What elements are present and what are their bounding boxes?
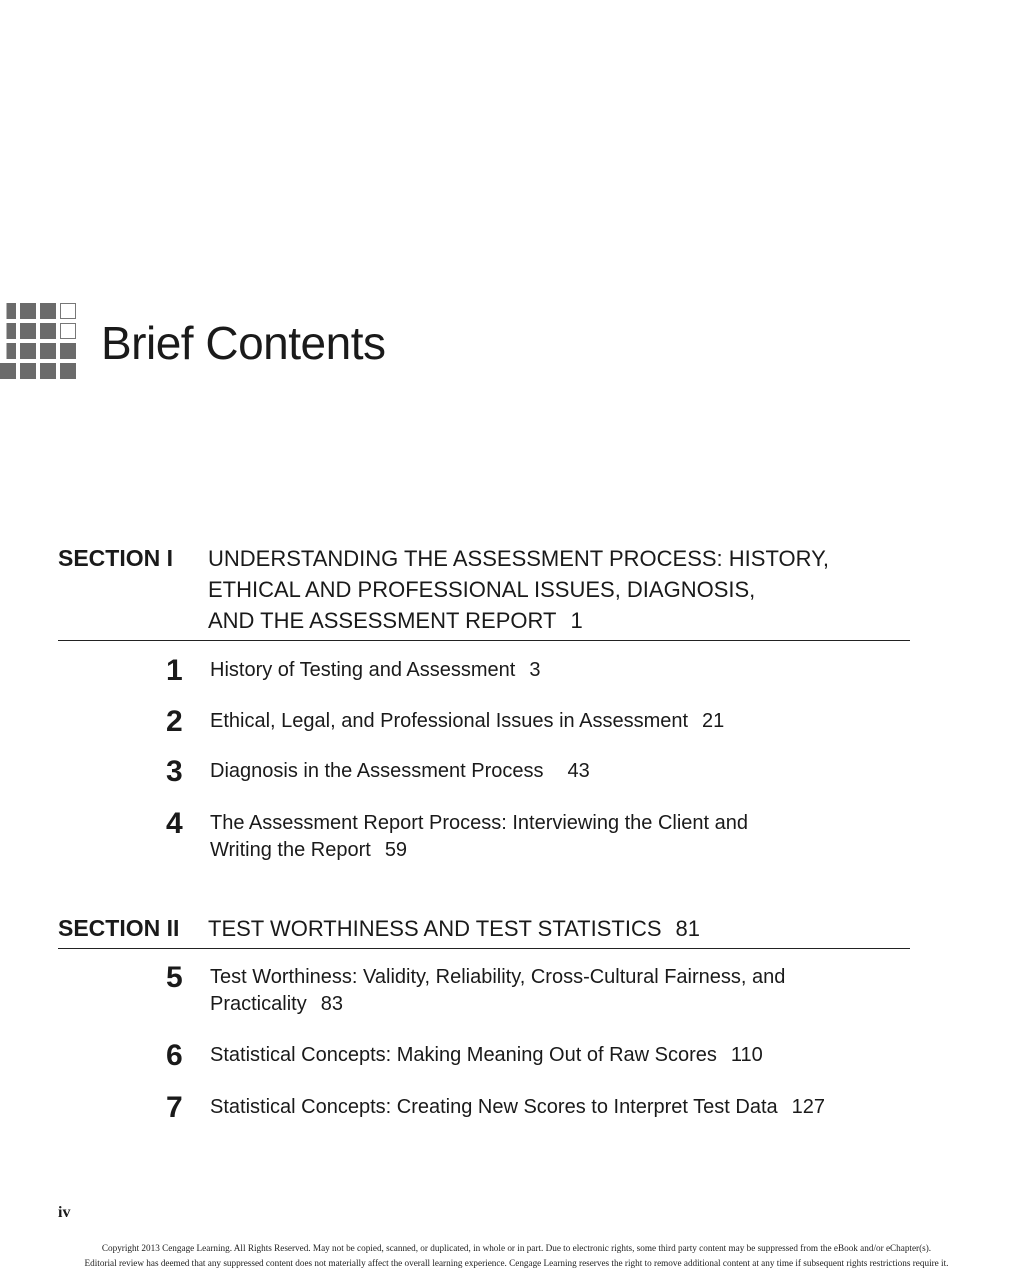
section-page-number: 81 [675, 916, 700, 941]
chapter-entry [160, 807, 850, 864]
chapter-title-line: Practicality [210, 993, 307, 1015]
section-heading [58, 913, 910, 949]
chapter-number: 6 [166, 1039, 183, 1072]
logo-cell [0, 323, 16, 339]
chapter-title-line: Writing the Report [210, 839, 371, 861]
chapter-page-number: 83 [320, 993, 343, 1015]
chapter-title [210, 657, 850, 684]
chapter-number: 2 [166, 705, 183, 738]
section-label: SECTION II [58, 915, 180, 941]
logo-cell [20, 343, 36, 359]
chapter-title [210, 758, 850, 785]
section-title-line: AND THE ASSESSMENT REPORT [208, 608, 557, 633]
logo-cell [60, 303, 76, 319]
chapter-number: 1 [166, 654, 183, 687]
chapter-title [210, 708, 850, 735]
chapter-title [210, 1094, 910, 1121]
chapter-page-number: 127 [791, 1096, 826, 1118]
chapter-entry [160, 654, 850, 687]
chapter-title [210, 964, 850, 1018]
logo-cell [0, 303, 16, 319]
logo-cell [20, 363, 36, 379]
chapter-title-line: Ethical, Legal, and Professional Issues in Assessment [210, 710, 689, 732]
copyright-notice [0, 1241, 1033, 1271]
chapter-page-number: 21 [702, 710, 725, 732]
chapter-title-line: Statistical Concepts: Creating New Scores to Interpret Test Data [210, 1096, 778, 1118]
section-title-line: UNDERSTANDING THE ASSESSMENT PROCESS: HISTORY, [208, 546, 830, 571]
section-header-row [58, 913, 910, 949]
logo-cell [20, 323, 36, 339]
logo-cell [60, 343, 76, 359]
chapter-title [210, 810, 850, 864]
chapter-title-line: Statistical Concepts: Making Meaning Out of Raw Scores [210, 1044, 717, 1066]
logo-cell [0, 363, 16, 379]
section-page-number: 1 [570, 608, 583, 633]
logo-cell [60, 323, 76, 339]
chapter-entry [160, 1039, 850, 1072]
chapter-title-line: The Assessment Report Process: Interviewing the Client and [210, 812, 749, 834]
chapter-title-line: Diagnosis in the Assessment Process [210, 760, 544, 782]
section-title [208, 913, 700, 944]
chapter-entry [160, 755, 850, 788]
logo-cell [40, 343, 56, 359]
section-header-row [58, 543, 910, 641]
chapter-number: 5 [166, 961, 183, 994]
logo-cell [40, 303, 56, 319]
chapter-number: 3 [166, 755, 183, 788]
chapter-page-number: 3 [529, 659, 541, 681]
section-label: SECTION I [58, 545, 174, 571]
section-title [208, 543, 829, 636]
section-heading [58, 543, 910, 641]
chapter-page-number: 59 [384, 839, 408, 861]
logo-cell [0, 343, 16, 359]
chapter-entry [160, 961, 850, 1018]
contents-logo-grid [0, 303, 76, 379]
logo-cell [60, 363, 76, 379]
section-title-line: ETHICAL AND PROFESSIONAL ISSUES, DIAGNOSIS, [208, 577, 756, 602]
chapter-page-number: 110 [730, 1044, 763, 1066]
copyright-line: Copyright 2013 Cengage Learning. All Rights Reserved. May not be copied, scanned, or duplicated, in whole or in part. Due to electronic rights, some third party content may be suppressed from the eBook and/or eChapter(s). [101, 1243, 932, 1253]
page-title: Brief Contents [101, 317, 386, 369]
chapter-title [210, 1042, 850, 1069]
logo-cell [40, 323, 56, 339]
chapter-title-line: Test Worthiness: Validity, Reliability, Cross-Cultural Fairness, and [210, 966, 786, 988]
chapter-number: 4 [166, 807, 183, 840]
page-folio: iv [58, 1204, 71, 1221]
section-title-line: TEST WORTHINESS AND TEST STATISTICS [208, 916, 662, 941]
chapter-page-number: 43 [567, 760, 590, 782]
logo-cell [40, 363, 56, 379]
copyright-line: Editorial review has deemed that any suppressed content does not materially affect the overall learning experience. Cengage Learning reserves the right to remove additional content at any time if subsequent rights restrictions require it. [84, 1258, 949, 1268]
chapter-entry [160, 705, 850, 738]
chapter-title-line: History of Testing and Assessment [210, 659, 516, 681]
chapter-entry [160, 1091, 910, 1124]
logo-cell [20, 303, 36, 319]
chapter-number: 7 [166, 1091, 183, 1124]
